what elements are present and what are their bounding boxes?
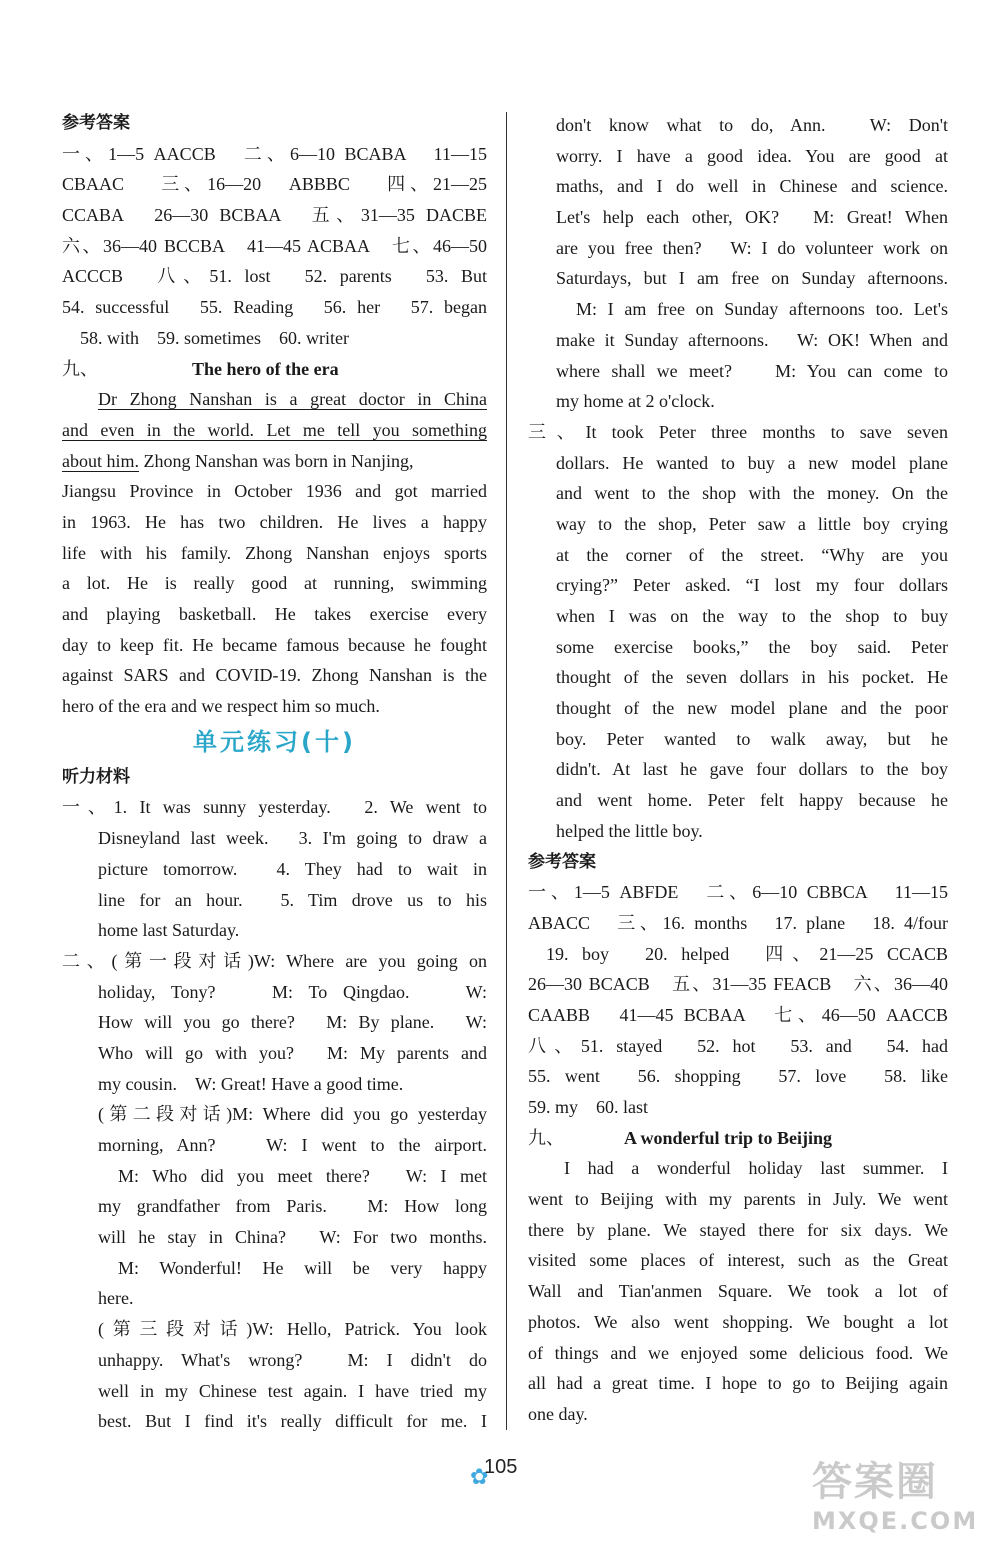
listening-line: when I was on the way to the shop to buy — [556, 606, 948, 626]
listening-line: 三、It took Peter three months to save seven — [528, 421, 948, 442]
essay-line: life with his family. Zhong Nanshan enjoys sports — [62, 542, 487, 563]
listening-line: morning, Ann? W: I went to the airport. — [98, 1135, 487, 1155]
answer-line: 55. went 56. shopping 57. love 58. like — [528, 1066, 948, 1087]
listening-line: my cousin. W: Great! Have a good time. — [98, 1073, 404, 1094]
answer-block — [62, 139, 487, 354]
listening-line: best. But I find it's really difficult for me. I — [98, 1411, 487, 1432]
listening-line: some exercise books,” the boy said. Peter — [556, 636, 948, 657]
listening-line: and went home. Peter felt happy because he — [556, 790, 948, 811]
listening-line: Disneyland last week. 3. I'm going to draw a — [98, 828, 487, 849]
answer-line: 59. my 60. last — [528, 1097, 648, 1117]
listening-line: my grandfather from Paris. M: How long — [98, 1196, 487, 1217]
watermark-bottom: MXQE.COM — [812, 1507, 979, 1535]
essay-line: Jiangsu Province in October 1936 and got married — [62, 481, 487, 502]
left-column — [62, 108, 487, 1437]
listening-line: unhappy. What's wrong? M: I didn't do — [98, 1349, 487, 1370]
answer-line: 54. successful 55. Reading 56. her 57. began — [62, 297, 487, 318]
listening-line: Saturdays, but I am free on Sunday afternoons. — [556, 268, 948, 289]
essay-line: hero of the era and we respect him so much. — [62, 696, 380, 717]
listening-line: holiday, Tony? M: To Qingdao. W: — [98, 981, 487, 1002]
listening-line: line for an hour. 5. Tim drove us to his — [98, 889, 487, 910]
underlined-sentence: Dr Zhong Nanshan is a great doctor in China — [98, 389, 487, 410]
listening-line: (第三段对话)W: Hello, Patrick. You look — [98, 1319, 487, 1340]
essay-line: went to Beijing with my parents in July. We went — [528, 1189, 948, 1210]
listening-line: 二、(第一段对话)W: Where are you going on — [62, 950, 487, 971]
essay-line: day to keep fit. He became famous because he fought — [62, 634, 487, 655]
underlined-sentence: and even in the world. Let me tell you something — [62, 419, 487, 440]
essay-number: 九、 — [62, 358, 98, 379]
star-icon: ✿ — [470, 1464, 489, 1489]
essay-line: there by plane. We stayed there for six days. We — [528, 1219, 948, 1240]
answer-line: CCABA 26—30 BCBAA 五、31—35 DACBE — [62, 205, 487, 226]
essay-line: one day. — [528, 1403, 588, 1424]
answer-line: 六、36—40 BCCBA 41—45 ACBAA 七、46—50 — [62, 235, 487, 256]
essay-line — [62, 415, 487, 446]
answer-line: ACCCB 八、51. lost 52. parents 53. But — [62, 266, 487, 287]
listening-line: worry. I have a good idea. You are good at — [556, 145, 948, 166]
listening-line: maths, and I do well in Chinese and science. — [556, 176, 948, 197]
listening-line: boy. Peter wanted to walk away, but he — [556, 728, 948, 749]
listening-line: crying?” Peter asked. “I lost my four dollars — [556, 575, 948, 596]
listening-block-continued — [528, 110, 948, 847]
essay-line: Wall and Tian'anmen Square. We took a lot of — [528, 1281, 948, 1302]
essay-number: 九、 — [528, 1127, 564, 1148]
essay-line: of things and we enjoyed some delicious food. We — [528, 1342, 948, 1363]
listening-line: home last Saturday. — [98, 920, 240, 941]
listening-line: at the corner of the street. “Why are you — [556, 544, 948, 565]
listening-line: How will you go there? M: By plane. W: — [98, 1012, 487, 1033]
essay-body — [62, 384, 487, 722]
essay-text: Zhong Nanshan was born in Nanjing, — [139, 450, 414, 471]
listening-line: thought of the seven dollars in his pocket. He — [556, 667, 948, 688]
essay-title: The hero of the era — [192, 358, 339, 379]
listening-line: well in my Chinese test again. I have tried my — [98, 1380, 487, 1401]
answers-heading: 参考答案 — [528, 851, 596, 871]
essay-title-row — [528, 1123, 948, 1154]
right-column — [528, 110, 948, 1430]
answer-line: 一、1—5 ABFDE 二、6—10 CBBCA 11—15 — [528, 882, 948, 903]
answer-line: 一、1—5 AACCB 二、6—10 BCABA 11—15 — [62, 143, 487, 164]
underlined-sentence: about him. — [62, 450, 139, 471]
listening-line: dollars. He wanted to buy a new model plane — [556, 452, 948, 473]
watermark-top: 答案圈 — [812, 1459, 938, 1505]
listening-line: will he stay in China? W: For two months. — [98, 1227, 487, 1248]
essay-line: photos. We also went shopping. We bought a lot — [528, 1311, 948, 1332]
essay-line: and playing basketball. He takes exercise every — [62, 604, 487, 624]
listening-line: M: Who did you meet there? W: I met — [118, 1165, 487, 1186]
listening-line: and went to the shop with the money. On the — [556, 483, 948, 504]
answer-line: CBAAC 三、16—20 ABBBC 四、21—25 — [62, 174, 487, 195]
essay-line: all had a great time. I hope to go to Beijing again — [528, 1373, 948, 1394]
essay-line — [62, 446, 487, 477]
listening-line: are you free then? W: I do volunteer work on — [556, 237, 948, 258]
answer-line: 19. boy 20. helped 四、21—25 CCACB — [546, 943, 948, 964]
essay-line: I had a wonderful holiday last summer. I — [564, 1158, 948, 1179]
answer-line: 八、51. stayed 52. hot 53. and 54. had — [528, 1035, 948, 1056]
listening-line: where shall we meet? M: You can come to — [556, 360, 948, 381]
answer-block — [528, 877, 948, 1123]
listening-line: my home at 2 o'clock. — [556, 391, 715, 412]
listening-block — [62, 792, 487, 1436]
listening-line: M: I am free on Sunday afternoons too. Let's — [576, 299, 948, 320]
unit-title: 单元练习(十) — [193, 727, 356, 756]
essay-line: in 1963. He has two children. He lives a happy — [62, 511, 487, 532]
listening-line: didn't. At last he gave four dollars to the boy — [556, 759, 948, 780]
essay-line: against SARS and COVID-19. Zhong Nanshan is the — [62, 665, 487, 686]
essay-line: visited some places of interest, such as the Great — [528, 1250, 948, 1271]
essay-line — [62, 384, 487, 415]
essay-body — [528, 1153, 948, 1429]
listening-line: (第二段对话)M: Where did you go yesterday — [98, 1104, 487, 1125]
essay-line: a lot. He is really good at running, swimming — [62, 573, 487, 594]
listening-line: make it Sunday afternoons. W: OK! When and — [556, 329, 948, 350]
answer-line: 26—30 BCACB 五、31—35 FEACB 六、36—40 — [528, 974, 948, 995]
column-divider — [506, 112, 507, 1430]
listening-line: helped the little boy. — [556, 820, 703, 841]
listening-line: way to the shop, Peter saw a little boy crying — [556, 513, 948, 534]
listening-line: Let's help each other, OK? M: Great! When — [556, 207, 948, 228]
answer-line: ABACC 三、16. months 17. plane 18. 4/four — [528, 912, 948, 933]
listening-line: don't know what to do, Ann. W: Don't — [556, 115, 948, 135]
page-number-badge — [468, 1452, 548, 1492]
listening-line: Who will go with you? M: My parents and — [98, 1042, 487, 1063]
listening-line: here. — [98, 1288, 134, 1309]
listening-heading: 听力材料 — [62, 766, 130, 786]
answer-line: CAABB 41—45 BCBAA 七、46—50 AACCB — [528, 1004, 948, 1025]
essay-title-row — [62, 354, 487, 385]
answer-line: 58. with 59. sometimes 60. writer — [80, 327, 349, 348]
listening-line: thought of the new model plane and the poor — [556, 698, 948, 719]
answers-heading: 参考答案 — [62, 113, 130, 132]
listening-line: 一、1. It was sunny yesterday. 2. We went to — [62, 797, 487, 818]
page-number: 105 — [484, 1456, 518, 1478]
listening-line: M: Wonderful! He will be very happy — [118, 1257, 487, 1278]
essay-title: A wonderful trip to Beijing — [624, 1127, 833, 1148]
watermark-logo — [812, 1450, 992, 1542]
listening-line: picture tomorrow. 4. They had to wait in — [98, 858, 487, 879]
